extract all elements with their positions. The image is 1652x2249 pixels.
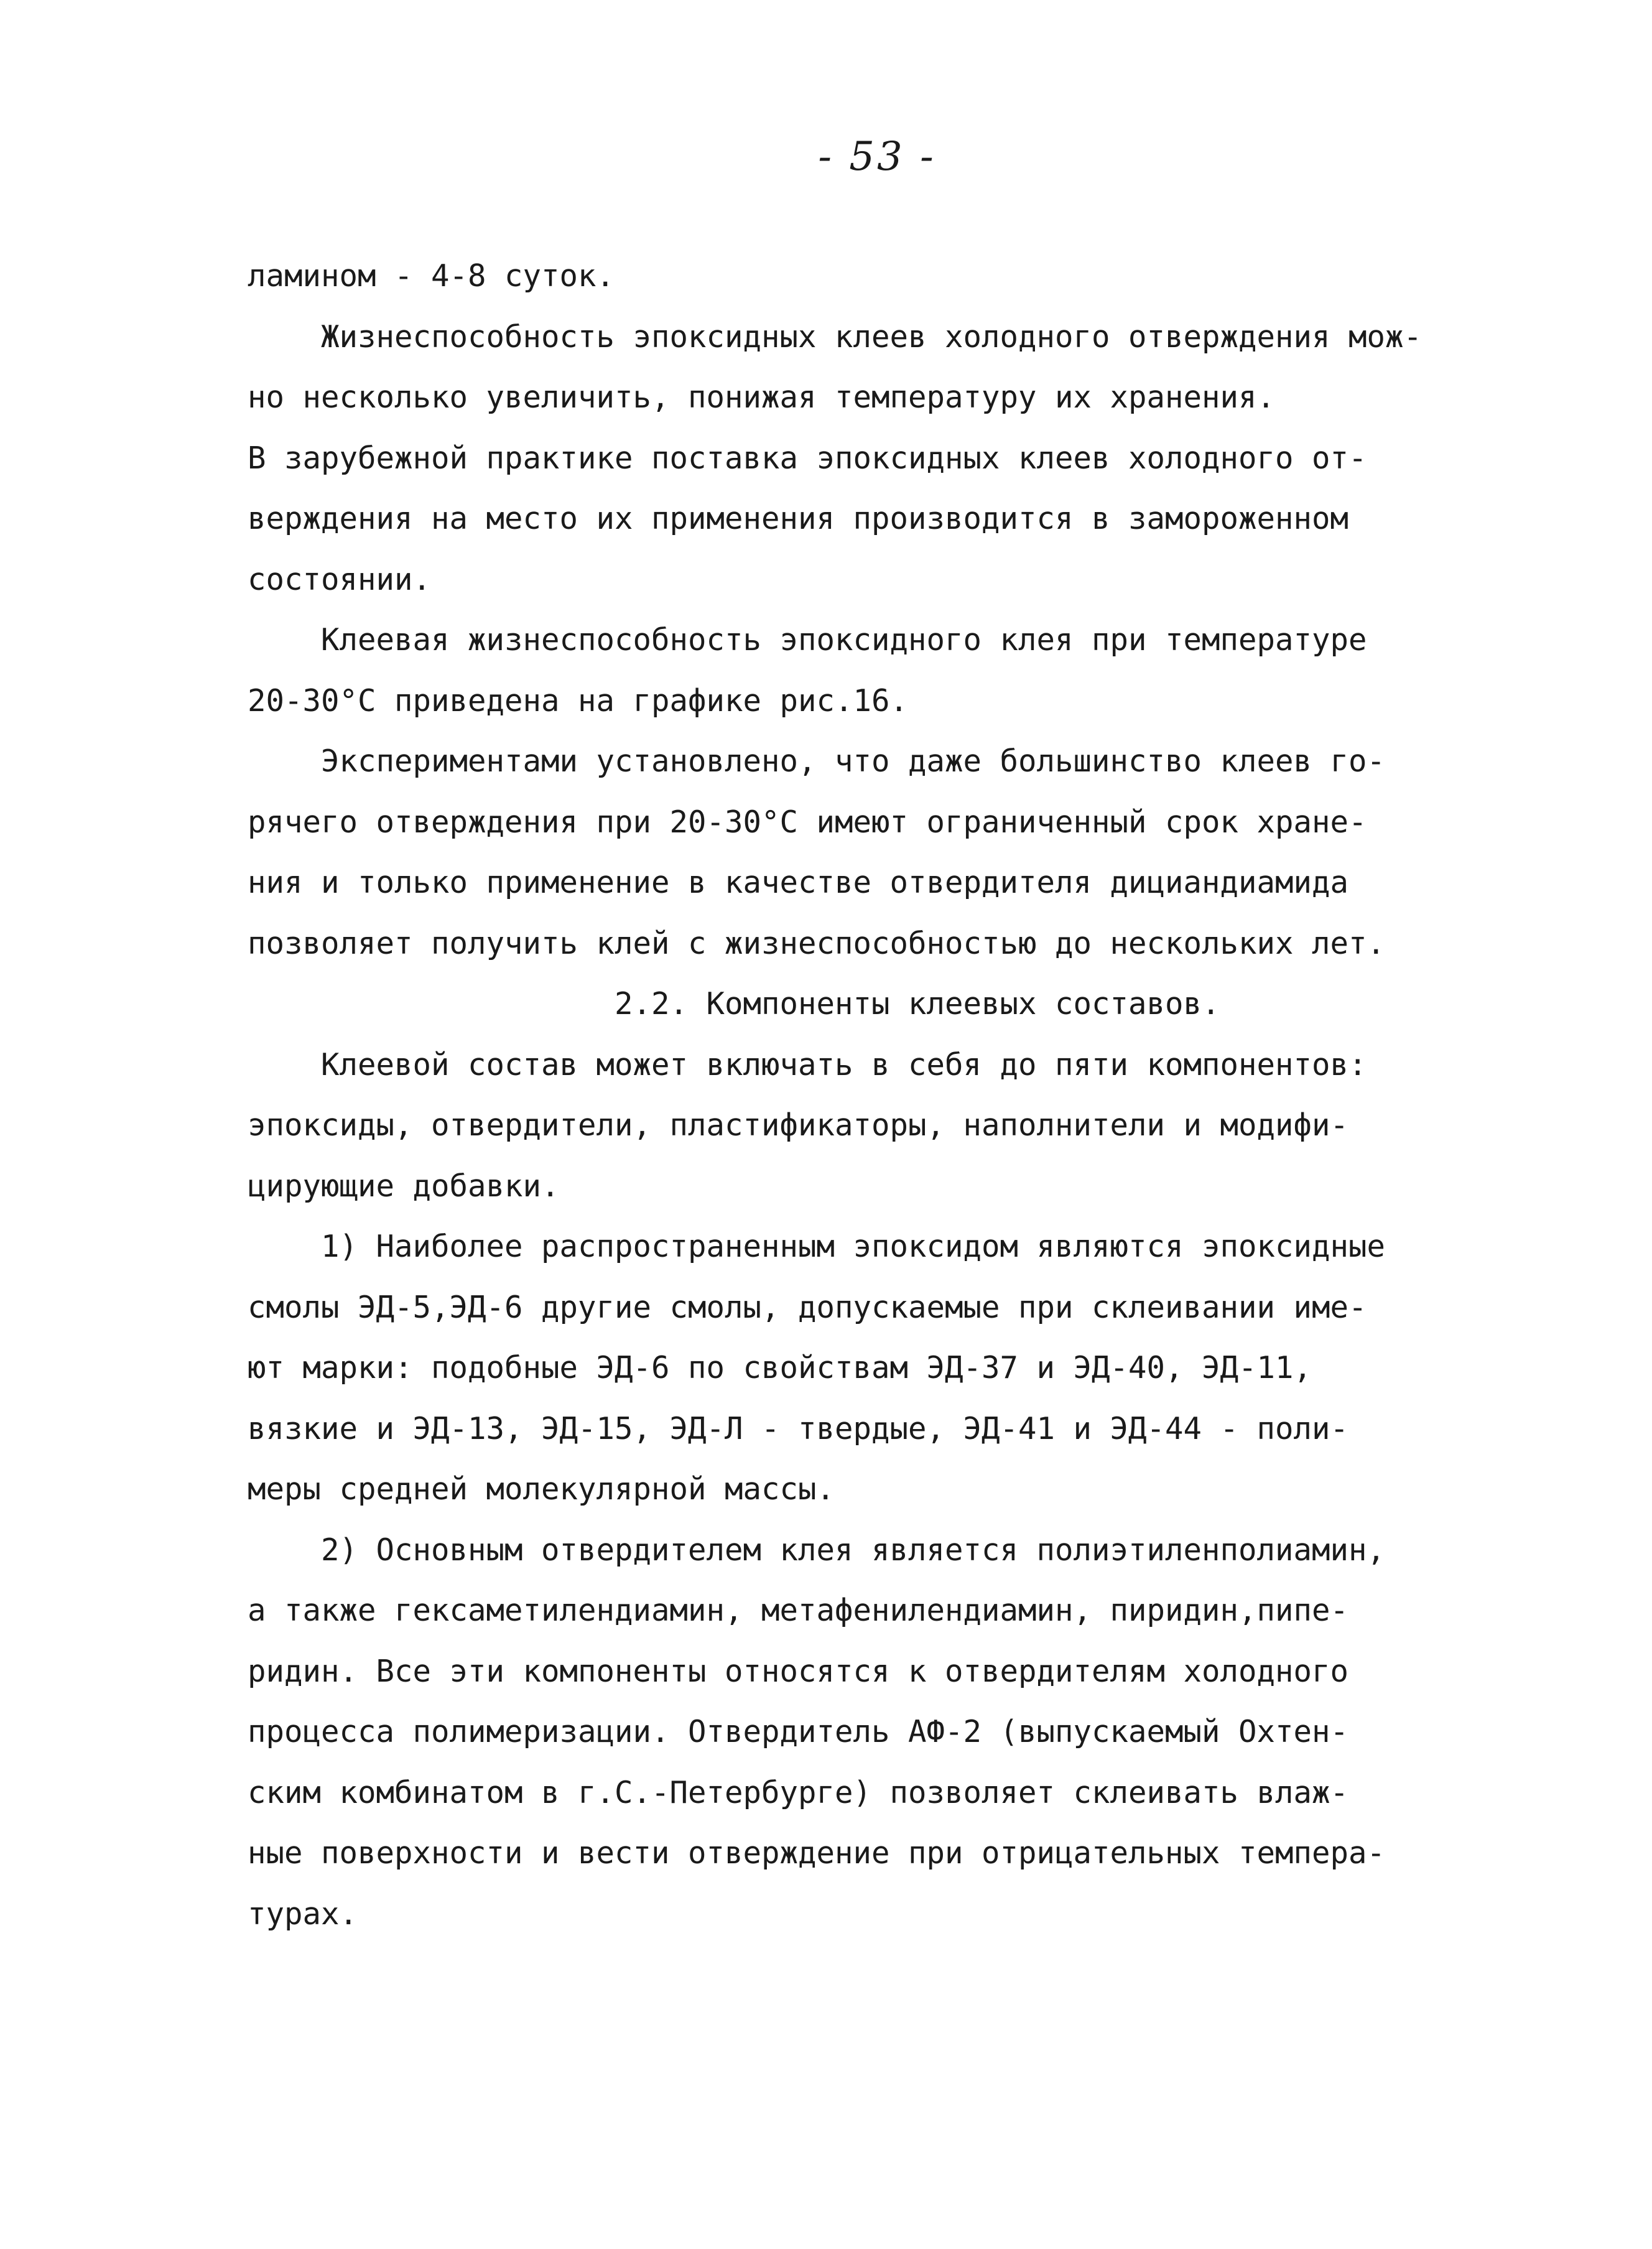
text-line: цирующие добавки. [248, 1168, 560, 1204]
text-line: а также гексаметилендиамин, метафенилендиамин, пиридин,пипе- [248, 1593, 1349, 1628]
text-line: турах. [248, 1896, 358, 1932]
body-text [248, 246, 1429, 1944]
text-line: Жизнеспособность эпоксидных клеев холодного отверждения мож- [248, 319, 1422, 355]
text-line: но несколько увеличить, понижая температуру их хранения. [248, 379, 1276, 415]
text-line: эпоксиды, отвердители, пластификаторы, наполнители и модифи- [248, 1107, 1349, 1143]
text-line: Клеевой состав может включать в себя до пяти компонентов: [248, 1046, 1367, 1083]
text-line: вязкие и ЭД-13, ЭД-15, ЭД-Л - твердые, ЭД-41 и ЭД-44 - поли- [248, 1410, 1349, 1446]
text-line: ния и только применение в качестве отвердителя дициандиамида [248, 865, 1349, 900]
text-line: ридин. Все эти компоненты относятся к отвердителям холодного [248, 1653, 1349, 1689]
text-line: Клеевая жизнеспособность эпоксидного клея при температуре [248, 622, 1367, 658]
text-line: Экспериментами установлено, что даже большинство клеев го- [248, 743, 1386, 779]
text-line: ные поверхности и вести отверждение при отрицательных темпера- [248, 1835, 1386, 1871]
text-line: 20-30°С приведена на графике рис.16. [248, 682, 909, 719]
text-line: 1) Наиболее распространенным эпоксидом являются эпоксидные [248, 1229, 1386, 1264]
page-number: - 53 - [818, 134, 936, 180]
text-line: меры средней молекулярной массы. [248, 1471, 835, 1507]
text-line: состоянии. [248, 561, 432, 597]
text-line: В зарубежной практике поставка эпоксидных клеев холодного от- [248, 440, 1367, 476]
text-line: позволяет получить клей с жизнеспособностью до нескольких лет. [248, 925, 1386, 961]
text-line: рячего отверждения при 20-30°С имеют ограниченный срок хране- [248, 804, 1367, 840]
text-line: ют марки: подобные ЭД-6 по свойствам ЭД-37 и ЭД-40, ЭД-11, [248, 1350, 1312, 1385]
text-line: смолы ЭД-5,ЭД-6 другие смолы, допускаемые при склеивании име- [248, 1289, 1367, 1325]
text-line: процесса полимеризации. Отвердитель АФ-2 (выпускаемый Охтен- [248, 1714, 1349, 1749]
text-line: ским комбинатом в г.С.-Петербурге) позволяет склеивать влаж- [248, 1774, 1349, 1810]
section-heading: 2.2. Компоненты клеевых составов. [248, 986, 1220, 1022]
text-line: ламином - 4-8 суток. [248, 258, 615, 294]
text-line: верждения на место их применения производится в замороженном [248, 501, 1349, 536]
text-line: 2) Основным отвердителем клея является полиэтиленполиамин, [248, 1532, 1386, 1568]
